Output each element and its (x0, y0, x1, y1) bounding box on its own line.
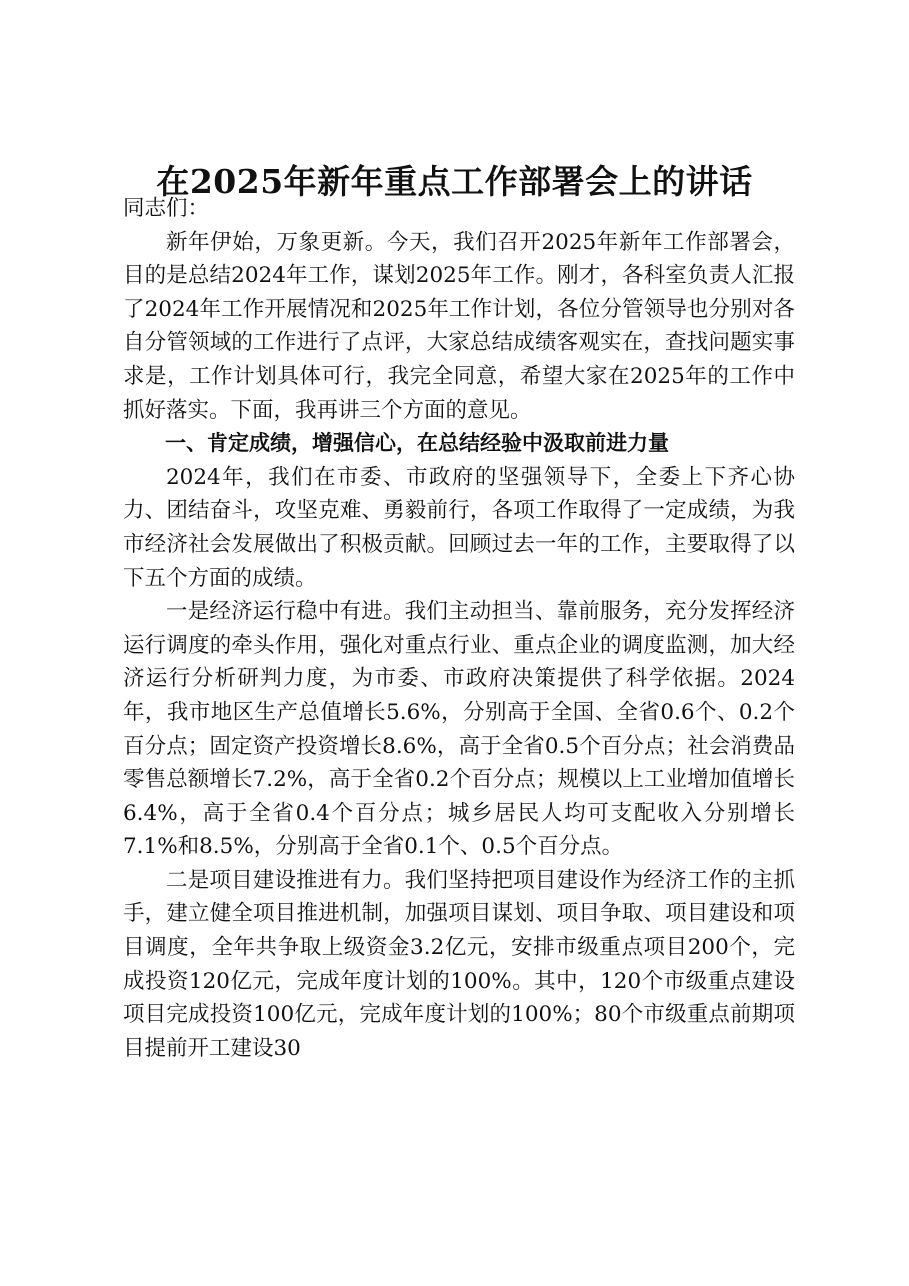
salutation: 同志们： (123, 196, 210, 221)
section1-paragraph-overview: 2024年，我们在市委、市政府的坚强领导下，全委上下齐心协力、团结奋斗，攻坚克难、勇毅前行，各项工作取得了一定成绩，为我市经济社会发展做出了积极贡献。回顾过去一年的工作，主要取得了以下五个方面的成绩。 (123, 464, 795, 591)
intro-paragraph: 新年伊始，万象更新。今天，我们召开2025年新年工作部署会，目的是总结2024年工作，谋划2025年工作。刚才，各科室负责人汇报了2024年工作开展情况和2025年工作计划，各位分管领导也分别对各自分管领域的工作进行了点评，大家总结成绩客观实在，查找问题实事求是，工作计划具体可行，我完全同意，希望大家在2025年的工作中抓好落实。下面，我再讲三个方面的意见。 (123, 229, 795, 423)
section1-paragraph-projects: 二是项目建设推进有力。我们坚持把项目建设作为经济工作的主抓手，建立健全项目推进机制，加强项目谋划、项目争取、项目建设和项目调度，全年共争取上级资金3.2亿元，安排市级重点项目200个，完成投资120亿元，完成年度计划的100%。其中，120个市级重点建设项目完成投资100亿元，完成年度计划的100%；80个市级重点前期项目提前开工建设30 (123, 867, 795, 1061)
section-heading-1: 一、肯定成绩，增强信心，在总结经验中汲取前进力量 (165, 431, 669, 456)
section1-paragraph-economy: 一是经济运行稳中有进。我们主动担当、靠前服务，充分发挥经济运行调度的牵头作用，强化对重点行业、重点企业的调度监测，加大经济运行分析研判力度，为市委、市政府决策提供了科学依据。2024年，我市地区生产总值增长5.6%，分别高于全国、全省0.6个、0.2个百分点；固定资产投资增长8.6%，高于全省0.5个百分点；社会消费品零售总额增长7.2%，高于全省0.2个百分点；规模以上工业增加值增长6.4%，高于全省0.4个百分点；城乡居民人均可支配收入分别增长7.1%和8.5%，分别高于全省0.1个、0.5个百分点。 (123, 599, 795, 860)
document-title: 在2025年新年重点工作部署会上的讲话 (156, 162, 753, 201)
document-body (123, 192, 795, 1065)
